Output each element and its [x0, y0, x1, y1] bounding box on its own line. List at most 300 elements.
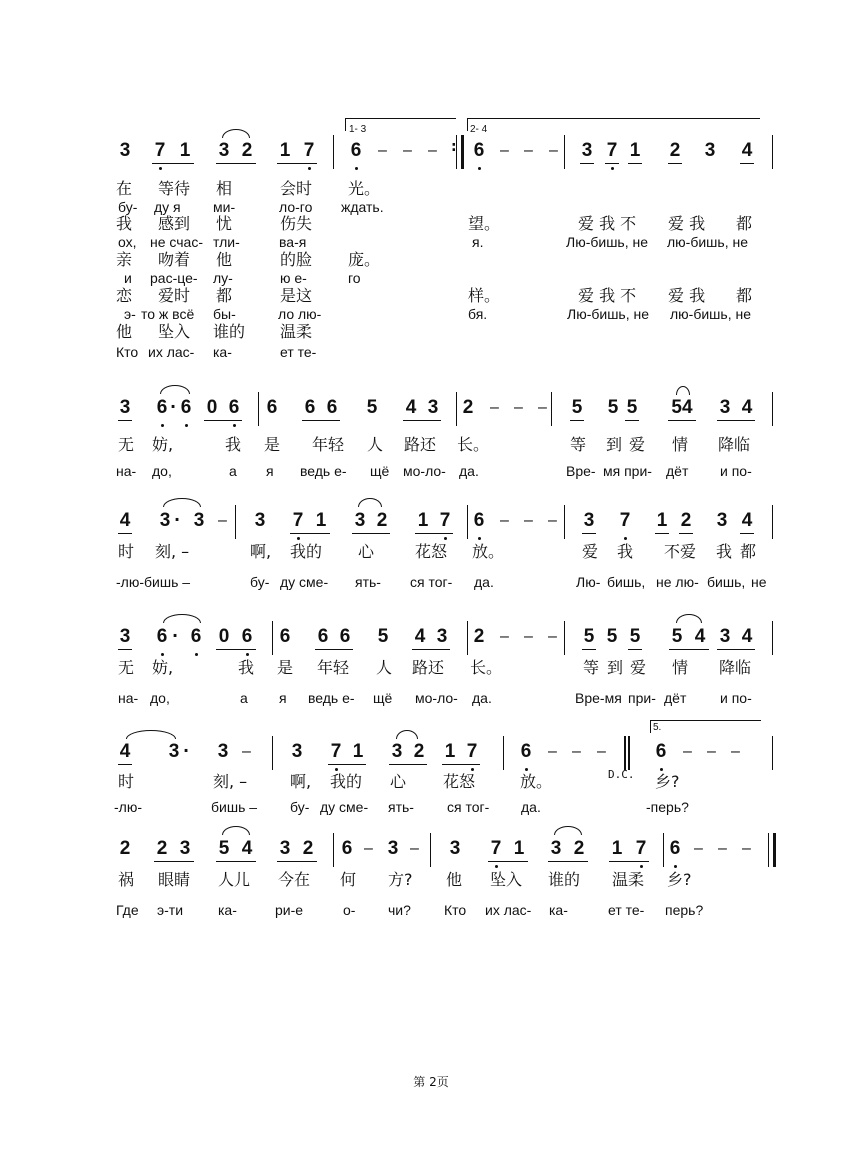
lyric-ru: ду сме-: [280, 574, 329, 590]
lyric-ru: да.: [521, 799, 541, 815]
lyric-zh: 的脸: [280, 250, 313, 269]
dash: –: [500, 628, 509, 645]
note: 3: [550, 838, 562, 859]
beam-underline: [352, 533, 390, 534]
note: 4: [741, 510, 753, 531]
note: 3: [716, 510, 728, 531]
lyric-ru: мо-ло-: [415, 690, 458, 706]
note: 1: [656, 510, 668, 531]
note: 4: [119, 510, 131, 531]
slur: [163, 614, 201, 623]
note: 6: [156, 397, 168, 418]
note: 5: [606, 626, 618, 647]
barline: [772, 621, 773, 655]
note: 6: [350, 140, 362, 161]
note: 0: [206, 397, 218, 418]
beam-underline: [442, 764, 480, 765]
dash: –: [242, 743, 251, 760]
lyric-zh: 他: [446, 870, 463, 889]
lyric-zh: 都: [736, 286, 753, 305]
lyric-ru: не счас-: [150, 234, 203, 250]
lyric-zh: 忧: [216, 214, 233, 233]
beam-underline: [216, 861, 256, 862]
lyric-ru: на-: [116, 463, 137, 479]
lyric-zh: 都: [740, 542, 757, 561]
slur: [676, 614, 702, 623]
lyric-zh: 放。: [520, 772, 553, 791]
note: 5: [583, 626, 595, 647]
note: 3: [354, 510, 366, 531]
lyric-ru: бишь,: [707, 574, 746, 590]
barline: [333, 833, 334, 867]
lyric-zh: 我: [617, 542, 634, 561]
lyric-ru: ло лю-: [278, 306, 322, 322]
note: 5: [607, 397, 619, 418]
note: 3: [427, 397, 439, 418]
lyric-zh: 等待: [158, 179, 191, 198]
lyric-zh: 长。: [457, 435, 490, 454]
note: 3: [217, 741, 229, 762]
note: 4: [741, 140, 753, 161]
note: 2: [413, 741, 425, 762]
dash: –: [500, 512, 509, 529]
lyric-zh: 庞。: [348, 250, 381, 269]
lyric-ru: бы-: [213, 306, 236, 322]
slur: [222, 129, 250, 138]
lyric-zh: 我: [716, 542, 733, 561]
lyric-ru: дёт: [664, 690, 687, 706]
lyric-ru: ду я: [154, 199, 181, 215]
lyric-zh: 不爱: [664, 542, 697, 561]
beam-underline: [277, 163, 317, 164]
note: 7: [606, 140, 618, 161]
lyric-zh: 方?: [388, 870, 413, 889]
lyric-zh: 亲: [116, 250, 133, 269]
dash: –: [742, 840, 751, 857]
dash: –: [524, 142, 533, 159]
lyric-ru: ет те-: [280, 344, 317, 360]
slur: [396, 730, 418, 739]
note: 3: [719, 397, 731, 418]
note: 2: [302, 838, 314, 859]
note: 3: [436, 626, 448, 647]
da-capo-marking: D.C.: [608, 768, 635, 781]
note: 1: [179, 140, 191, 161]
beam-underline: [152, 163, 194, 164]
double-barline: [624, 736, 626, 770]
repeat-end-sign: :: [451, 139, 457, 155]
lyric-ru: то ж всё: [141, 306, 195, 322]
note: 5: [218, 838, 230, 859]
barline: [467, 505, 468, 539]
lyric-ru: я: [279, 690, 287, 706]
note: 2: [473, 626, 485, 647]
note: 4: [741, 397, 753, 418]
lyric-zh: 样。: [468, 286, 501, 305]
lyric-ru: при-: [628, 690, 656, 706]
lyric-zh: 吻着: [158, 250, 191, 269]
beam-underline: [609, 861, 649, 862]
note: 4: [241, 838, 253, 859]
note: 4: [405, 397, 417, 418]
note: 3: [193, 510, 205, 531]
dash: –: [694, 840, 703, 857]
note: 5: [626, 397, 638, 418]
note: 7: [635, 838, 647, 859]
note: 7: [619, 510, 631, 531]
slur: [163, 498, 201, 507]
lyric-zh: 降临: [718, 435, 751, 454]
dash: –: [538, 399, 547, 416]
lyric-ru: да.: [459, 463, 479, 479]
note: 3: [449, 838, 461, 859]
lyric-ru: не: [751, 574, 767, 590]
slur: [126, 730, 176, 739]
note: 0: [218, 626, 230, 647]
lyric-zh: 相: [216, 179, 233, 198]
slur: [358, 498, 382, 507]
lyric-zh: 何: [340, 870, 357, 889]
lyric-zh: 他: [216, 250, 233, 269]
note: 5: [671, 626, 683, 647]
lyric-zh: 爱: [630, 658, 647, 677]
note: 3: [218, 140, 230, 161]
beam-underline: [154, 861, 194, 862]
lyric-ru: -лю-: [114, 799, 142, 815]
dash: –: [572, 743, 581, 760]
dash: –: [524, 512, 533, 529]
lyric-ru: Лю-: [576, 574, 601, 590]
barline: [663, 833, 664, 867]
lyric-zh: 花怒: [443, 772, 476, 791]
lyric-zh: 伤失: [280, 214, 313, 233]
lyric-ru: ка-: [549, 902, 568, 918]
lyric-ru: их лас-: [485, 902, 532, 918]
barline: [258, 392, 259, 426]
dash: –: [403, 142, 412, 159]
note: 7: [439, 510, 451, 531]
dash: –: [731, 743, 740, 760]
note: 3: [279, 838, 291, 859]
volta-5-bracket: [650, 720, 761, 733]
lyric-zh: 温柔: [280, 322, 313, 341]
barline: [772, 392, 773, 426]
lyric-ru: ять-: [355, 574, 381, 590]
beam-underline: [403, 420, 441, 421]
barline: [564, 505, 565, 539]
augmentation-dot: ·: [172, 626, 179, 645]
dash: –: [500, 142, 509, 159]
note: 1: [629, 140, 641, 161]
volta-2-4-bracket: [467, 118, 760, 131]
lyric-ru: и по-: [720, 463, 752, 479]
lyric-zh: 我: [238, 658, 255, 677]
lyric-zh: 人: [376, 658, 393, 677]
dash: –: [410, 840, 419, 857]
lyric-ru: ет те-: [608, 902, 645, 918]
lyric-zh: 啊,: [290, 772, 312, 791]
lyric-zh: 是: [277, 658, 294, 677]
lyric-ru: на-: [118, 690, 139, 706]
lyric-ru: бя.: [468, 306, 488, 322]
lyric-zh: 情: [672, 658, 689, 677]
lyric-zh: 祸: [118, 870, 135, 889]
lyric-ru: да.: [474, 574, 494, 590]
lyric-ru: лу-: [213, 270, 233, 286]
lyric-ru: Лю-бишь, не: [567, 306, 650, 322]
lyric-zh: 谁的: [548, 870, 581, 889]
lyric-zh: 情: [672, 435, 689, 454]
note: 6: [304, 397, 316, 418]
lyric-zh: 妨,: [152, 435, 174, 454]
lyric-ru: и: [124, 270, 132, 286]
note: 3: [179, 838, 191, 859]
lyric-ru: Где: [116, 902, 139, 918]
note: 4: [694, 626, 706, 647]
dash: –: [549, 142, 558, 159]
beam-underline: [669, 649, 709, 650]
lyric-zh: 爱 我: [668, 286, 706, 305]
lyric-zh: 长。: [470, 658, 503, 677]
note: 6: [190, 626, 202, 647]
note: 6: [473, 510, 485, 531]
lyric-zh: 降临: [719, 658, 752, 677]
lyric-zh: 都: [736, 214, 753, 233]
augmentation-dot: ·: [183, 741, 190, 760]
lyric-zh: 光。: [348, 179, 381, 198]
volta-5-label: 5.: [653, 722, 662, 733]
barline: [235, 505, 236, 539]
lyric-ru: бу-: [118, 199, 138, 215]
lyric-ru: ка-: [218, 902, 237, 918]
beam-underline: [717, 649, 755, 650]
lyric-zh: 爱时: [158, 286, 191, 305]
note: 7: [330, 741, 342, 762]
beam-underline: [717, 420, 755, 421]
lyric-zh: 我: [225, 435, 242, 454]
note: 6: [266, 397, 278, 418]
beam-underline: [277, 861, 317, 862]
note: 3: [168, 741, 180, 762]
note: 3: [583, 510, 595, 531]
beam-underline: [315, 649, 353, 650]
note: 1: [513, 838, 525, 859]
barline: [333, 135, 334, 169]
barline: [467, 621, 468, 655]
dash: –: [378, 142, 387, 159]
dash: –: [428, 142, 437, 159]
note: 4: [741, 626, 753, 647]
lyric-ru: мя при-: [603, 463, 652, 479]
lyric-ru: ся тог-: [447, 799, 490, 815]
note: 5: [629, 626, 641, 647]
lyric-ru: бу-: [250, 574, 270, 590]
note: 6: [156, 626, 168, 647]
lyric-ru: го: [348, 270, 361, 286]
lyric-ru: ри-е: [275, 902, 304, 918]
note: 3: [254, 510, 266, 531]
dash: –: [548, 512, 557, 529]
lyric-zh: 刻, –: [213, 772, 248, 791]
beam-underline: [548, 861, 588, 862]
lyric-zh: 谁的: [213, 322, 246, 341]
lyric-ru: Лю-бишь, не: [566, 234, 649, 250]
lyric-ru: ю е-: [280, 270, 307, 286]
note: 1: [417, 510, 429, 531]
lyric-ru: Кто: [444, 902, 467, 918]
lyric-ru: ка-: [213, 344, 232, 360]
note: 6: [339, 626, 351, 647]
augmentation-dot: ·: [174, 510, 181, 529]
lyric-ru: бишь –: [211, 799, 258, 815]
dash: –: [597, 743, 606, 760]
note: 3: [119, 626, 131, 647]
lyric-zh: 心: [390, 772, 407, 791]
barline: [456, 392, 457, 426]
lyric-ru: ох,: [118, 234, 137, 250]
barline: [772, 135, 773, 169]
note: 3: [387, 838, 399, 859]
note: 7: [490, 838, 502, 859]
dash: –: [718, 840, 727, 857]
note: 4: [414, 626, 426, 647]
lyric-ru: щё: [370, 463, 390, 479]
lyric-ru: я.: [472, 234, 484, 250]
lyric-zh: 在: [116, 179, 133, 198]
barline: [503, 736, 504, 770]
lyric-zh: 我的: [330, 772, 363, 791]
note: 7: [303, 140, 315, 161]
slur: [222, 826, 250, 835]
augmentation-dot: ·: [170, 397, 177, 416]
lyric-ru: перь?: [665, 902, 704, 918]
note: 6: [279, 626, 291, 647]
note: 4: [119, 741, 131, 762]
note: 7: [154, 140, 166, 161]
lyric-zh: 乡?: [667, 870, 692, 889]
barline: [272, 736, 273, 770]
lyric-ru: ду сме-: [320, 799, 369, 815]
lyric-zh: 等: [583, 658, 600, 677]
lyric-zh: 花怒: [415, 542, 448, 561]
beam-underline: [389, 764, 427, 765]
lyric-zh: 坠入: [158, 322, 191, 341]
lyric-zh: 爱 我 不: [578, 214, 637, 233]
beam-underline: [216, 163, 256, 164]
barline: [564, 621, 565, 655]
note: 6: [473, 140, 485, 161]
beam-underline: [488, 861, 528, 862]
lyric-zh: 恋: [116, 286, 133, 305]
note: 1: [279, 140, 291, 161]
lyric-ru: ми-: [213, 199, 236, 215]
lyric-ru: да.: [472, 690, 492, 706]
volta-1-3-label: 1- 3: [349, 124, 367, 135]
dash: –: [524, 628, 533, 645]
lyric-zh: 感到: [158, 214, 191, 233]
dash: –: [548, 628, 557, 645]
lyric-ru: и по-: [720, 690, 752, 706]
lyric-zh: 啊,: [250, 542, 272, 561]
note: 2: [376, 510, 388, 531]
lyric-ru: лю-бишь, не: [670, 306, 751, 322]
lyric-zh: 人儿: [218, 870, 251, 889]
slur: [554, 826, 582, 835]
dash: –: [707, 743, 716, 760]
note: 2: [156, 838, 168, 859]
dash: –: [683, 743, 692, 760]
lyric-ru: тли-: [213, 234, 240, 250]
lyric-ru: до,: [150, 690, 170, 706]
note: 54: [668, 397, 696, 419]
lyric-zh: 妨,: [152, 658, 174, 677]
note: 6: [326, 397, 338, 418]
final-double-barline: [768, 833, 776, 867]
note: 3: [119, 140, 131, 161]
lyric-zh: 爱: [629, 435, 646, 454]
lyric-zh: 温柔: [612, 870, 645, 889]
note: 3: [391, 741, 403, 762]
note: 1: [352, 741, 364, 762]
lyric-ru: -перь?: [646, 799, 689, 815]
note: 5: [571, 397, 583, 418]
lyric-zh: 放。: [472, 542, 505, 561]
lyric-ru: рас-це-: [150, 270, 198, 286]
lyric-ru: их лас-: [148, 344, 195, 360]
lyric-ru: ло-го: [279, 199, 313, 215]
beam-underline: [204, 420, 242, 421]
note: 6: [317, 626, 329, 647]
lyric-zh: 到: [606, 435, 623, 454]
lyric-zh: 望。: [468, 214, 501, 233]
barline: [551, 392, 552, 426]
lyric-zh: 爱 我: [668, 214, 706, 233]
lyric-zh: 是这: [280, 286, 313, 305]
note: 6: [180, 397, 192, 418]
lyric-zh: 都: [216, 286, 233, 305]
lyric-ru: мо-ло-: [403, 463, 446, 479]
lyric-ru: -лю-бишь –: [116, 574, 191, 590]
lyric-ru: бишь,: [607, 574, 646, 590]
lyric-ru: о-: [343, 902, 356, 918]
lyric-ru: ведь е-: [300, 463, 347, 479]
beam-underline: [415, 533, 453, 534]
lyric-ru: Вре-мя: [575, 690, 622, 706]
lyric-zh: 心: [358, 542, 375, 561]
lyric-ru: щё: [373, 690, 393, 706]
lyric-zh: 无: [118, 658, 135, 677]
note: 3: [119, 397, 131, 418]
lyric-zh: 今在: [278, 870, 311, 889]
note: 6: [228, 397, 240, 418]
lyric-zh: 眼睛: [158, 870, 191, 889]
volta-2-4-label: 2- 4: [470, 124, 488, 135]
page-number: 第 2页: [413, 1075, 449, 1089]
lyric-zh: 会时: [280, 179, 313, 198]
note: 2: [462, 397, 474, 418]
beam-underline: [328, 764, 366, 765]
lyric-zh: 路还: [404, 435, 437, 454]
note: 6: [655, 741, 667, 762]
lyric-zh: 等: [570, 435, 587, 454]
lyric-ru: до,: [152, 463, 172, 479]
note: 7: [292, 510, 304, 531]
beam-underline: [302, 420, 340, 421]
note: 2: [669, 140, 681, 161]
lyric-ru: чи?: [388, 902, 411, 918]
note: 7: [466, 741, 478, 762]
beam-underline: [412, 649, 450, 650]
